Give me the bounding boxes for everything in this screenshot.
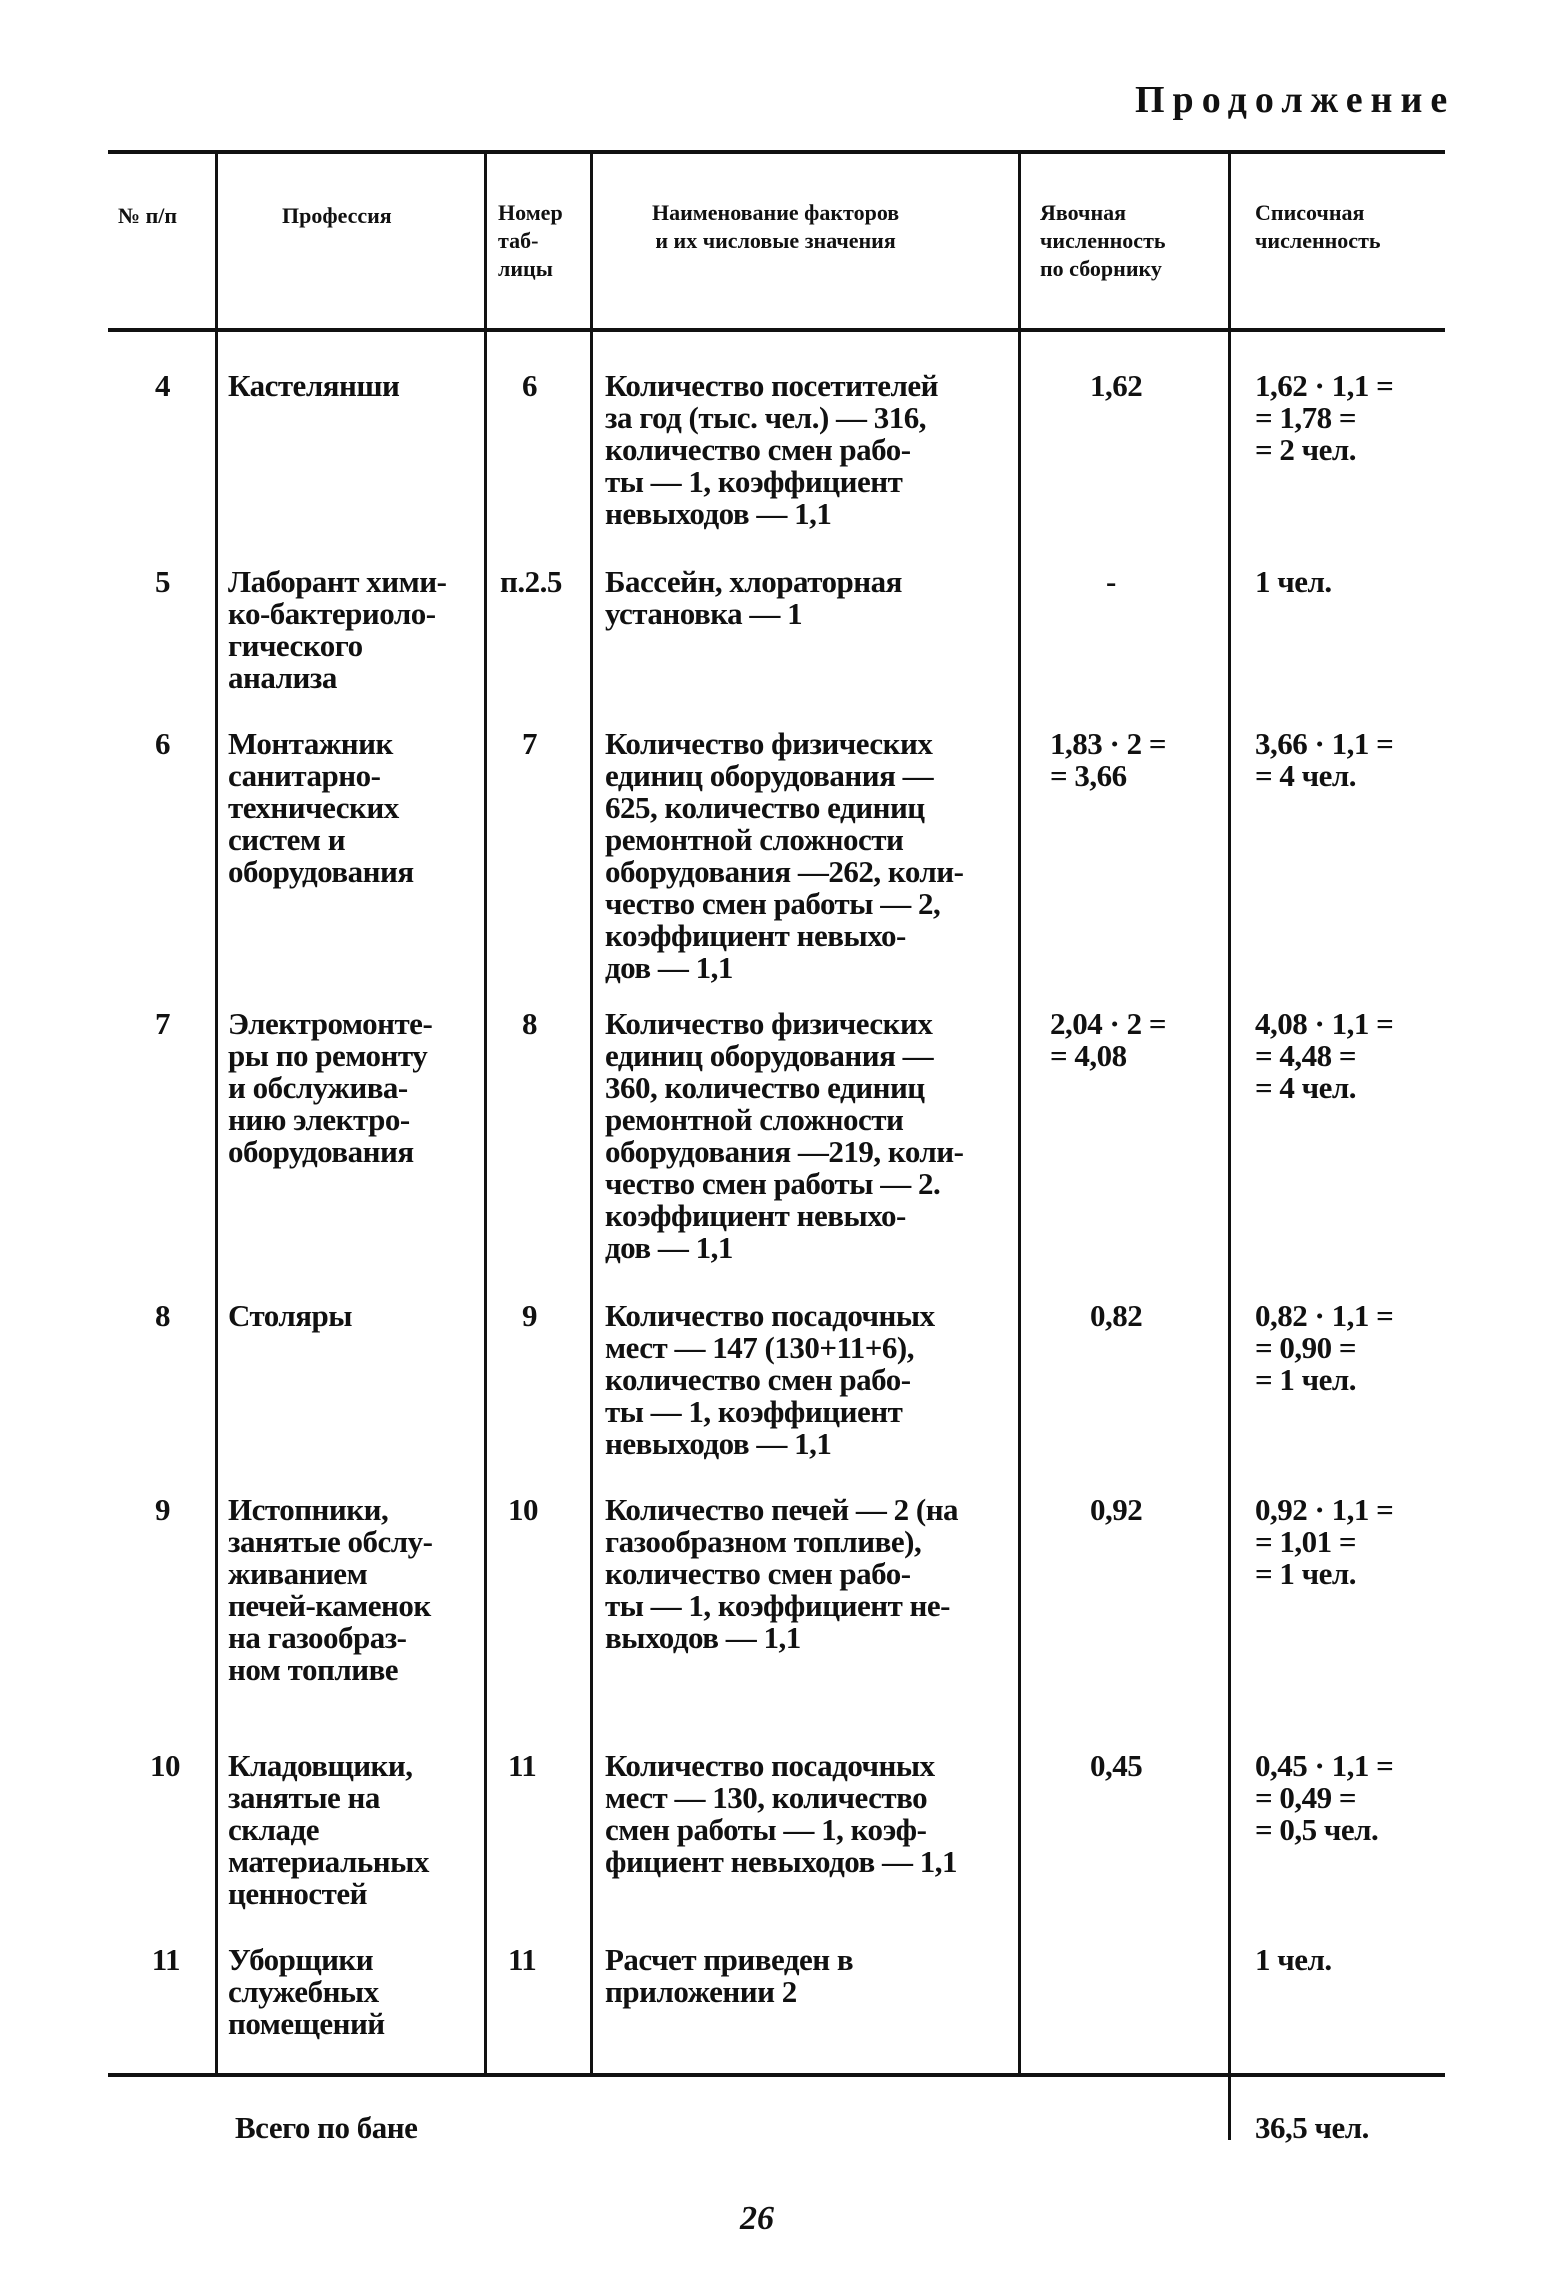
row-factors: Количество физических единиц оборудования — 625, количество единиц ремонтной сложности оборудования —262, коли- чество смен работы — 2, коэффициент невыхо- дов — 1,1 [605, 726, 964, 985]
row-table-number: 8 [522, 1006, 537, 1041]
row-number: 6 [155, 726, 170, 761]
header-profession: Профессия [282, 203, 392, 228]
row-list: 3,66 · 1,1 = = 4 чел. [1255, 726, 1394, 793]
row-profession: Истопники, занятые обслу- живанием печей-каменок на газообраз- ном топливе [228, 1492, 433, 1687]
row-list: 1 чел. [1255, 1942, 1332, 1977]
row-factors: Бассейн, хлораторная установка — 1 [605, 564, 902, 631]
row-profession: Кладовщики, занятые на складе материальных ценностей [228, 1748, 429, 1911]
column-rule-3 [590, 152, 593, 2075]
row-number: 11 [151, 1942, 180, 1977]
row-profession: Лаборант хими- ко-бактериоло- гического анализа [228, 564, 447, 695]
row-number: 7 [155, 1006, 170, 1041]
row-list: 0,45 · 1,1 = = 0,49 = = 0,5 чел. [1255, 1748, 1394, 1847]
row-attendance: - [1106, 564, 1116, 599]
row-attendance: 0,45 [1090, 1748, 1143, 1783]
row-factors: Количество печей — 2 (на газообразном топливе), количество смен рабо- ты — 1, коэффициент не- выходов — 1,1 [605, 1492, 959, 1655]
body-bottom-rule [108, 2073, 1445, 2077]
column-rule-1 [215, 152, 218, 2077]
header-table-number: Номер таб- лицы [498, 200, 563, 281]
row-number: 5 [155, 564, 170, 599]
row-attendance: 2,04 · 2 = = 4,08 [1050, 1006, 1167, 1073]
row-profession: Уборщики служебных помещений [228, 1942, 385, 2041]
row-number: 8 [155, 1298, 170, 1333]
row-table-number: 6 [522, 368, 537, 403]
total-value: 36,5 чел. [1255, 2110, 1369, 2145]
row-profession: Электромонте- ры по ремонту и обслужива- нию электро- оборудования [228, 1006, 433, 1169]
row-number: 4 [155, 368, 170, 403]
row-attendance: 1,62 [1090, 368, 1143, 403]
table-top-rule [108, 150, 1445, 154]
row-attendance: 0,92 [1090, 1492, 1143, 1527]
row-factors: Количество посетителей за год (тыс. чел.) — 316, количество смен рабо- ты — 1, коэффициент невыходов — 1,1 [605, 368, 939, 531]
row-list: 0,82 · 1,1 = = 0,90 = = 1 чел. [1255, 1298, 1394, 1397]
row-table-number: 11 [508, 1748, 537, 1783]
row-factors: Количество посадочных мест — 147 (130+11+6), количество смен рабо- ты — 1, коэффициент невыходов — 1,1 [605, 1298, 935, 1461]
row-factors: Расчет приведен в приложении 2 [605, 1942, 854, 2009]
row-table-number: 10 [508, 1492, 538, 1527]
row-number: 9 [155, 1492, 170, 1527]
page-number: 26 [740, 2200, 774, 2237]
row-factors: Количество посадочных мест — 130, количество смен работы — 1, коэф- фициент невыходов — 1,1 [605, 1748, 958, 1879]
column-rule-5 [1228, 152, 1231, 2140]
header-number: № п/п [118, 203, 178, 228]
row-profession: Столяры [228, 1298, 352, 1333]
row-attendance: 1,83 · 2 = = 3,66 [1050, 726, 1167, 793]
row-profession: Кастелянши [228, 368, 400, 403]
row-list: 4,08 · 1,1 = = 4,48 = = 4 чел. [1255, 1006, 1394, 1105]
header-bottom-rule [108, 328, 1445, 332]
row-list: 0,92 · 1,1 = = 1,01 = = 1 чел. [1255, 1492, 1394, 1591]
row-table-number: п.2.5 [500, 564, 562, 599]
header-factors: Наименование факторов и их числовые значения [652, 200, 900, 253]
row-table-number: 9 [522, 1298, 537, 1333]
row-factors: Количество физических единиц оборудования — 360, количество единиц ремонтной сложности оборудования —219, коли- чество смен работы — 2. коэффициент невыхо- дов — 1,1 [605, 1006, 964, 1265]
row-table-number: 7 [522, 726, 537, 761]
row-table-number: 11 [508, 1942, 537, 1977]
header-list: Списочная численность [1255, 200, 1381, 253]
row-profession: Монтажник санитарно- технических систем и оборудования [228, 726, 414, 889]
row-list: 1,62 · 1,1 = = 1,78 = = 2 чел. [1255, 368, 1394, 467]
row-number: 10 [150, 1748, 180, 1783]
continuation-label: Продолжение [1135, 79, 1456, 121]
header-attendance: Явочная численность по сборнику [1040, 200, 1166, 281]
column-rule-2 [484, 152, 487, 2075]
total-label: Всего по бане [235, 2110, 418, 2145]
row-list: 1 чел. [1255, 564, 1332, 599]
column-rule-4 [1018, 152, 1021, 2075]
row-attendance: 0,82 [1090, 1298, 1143, 1333]
